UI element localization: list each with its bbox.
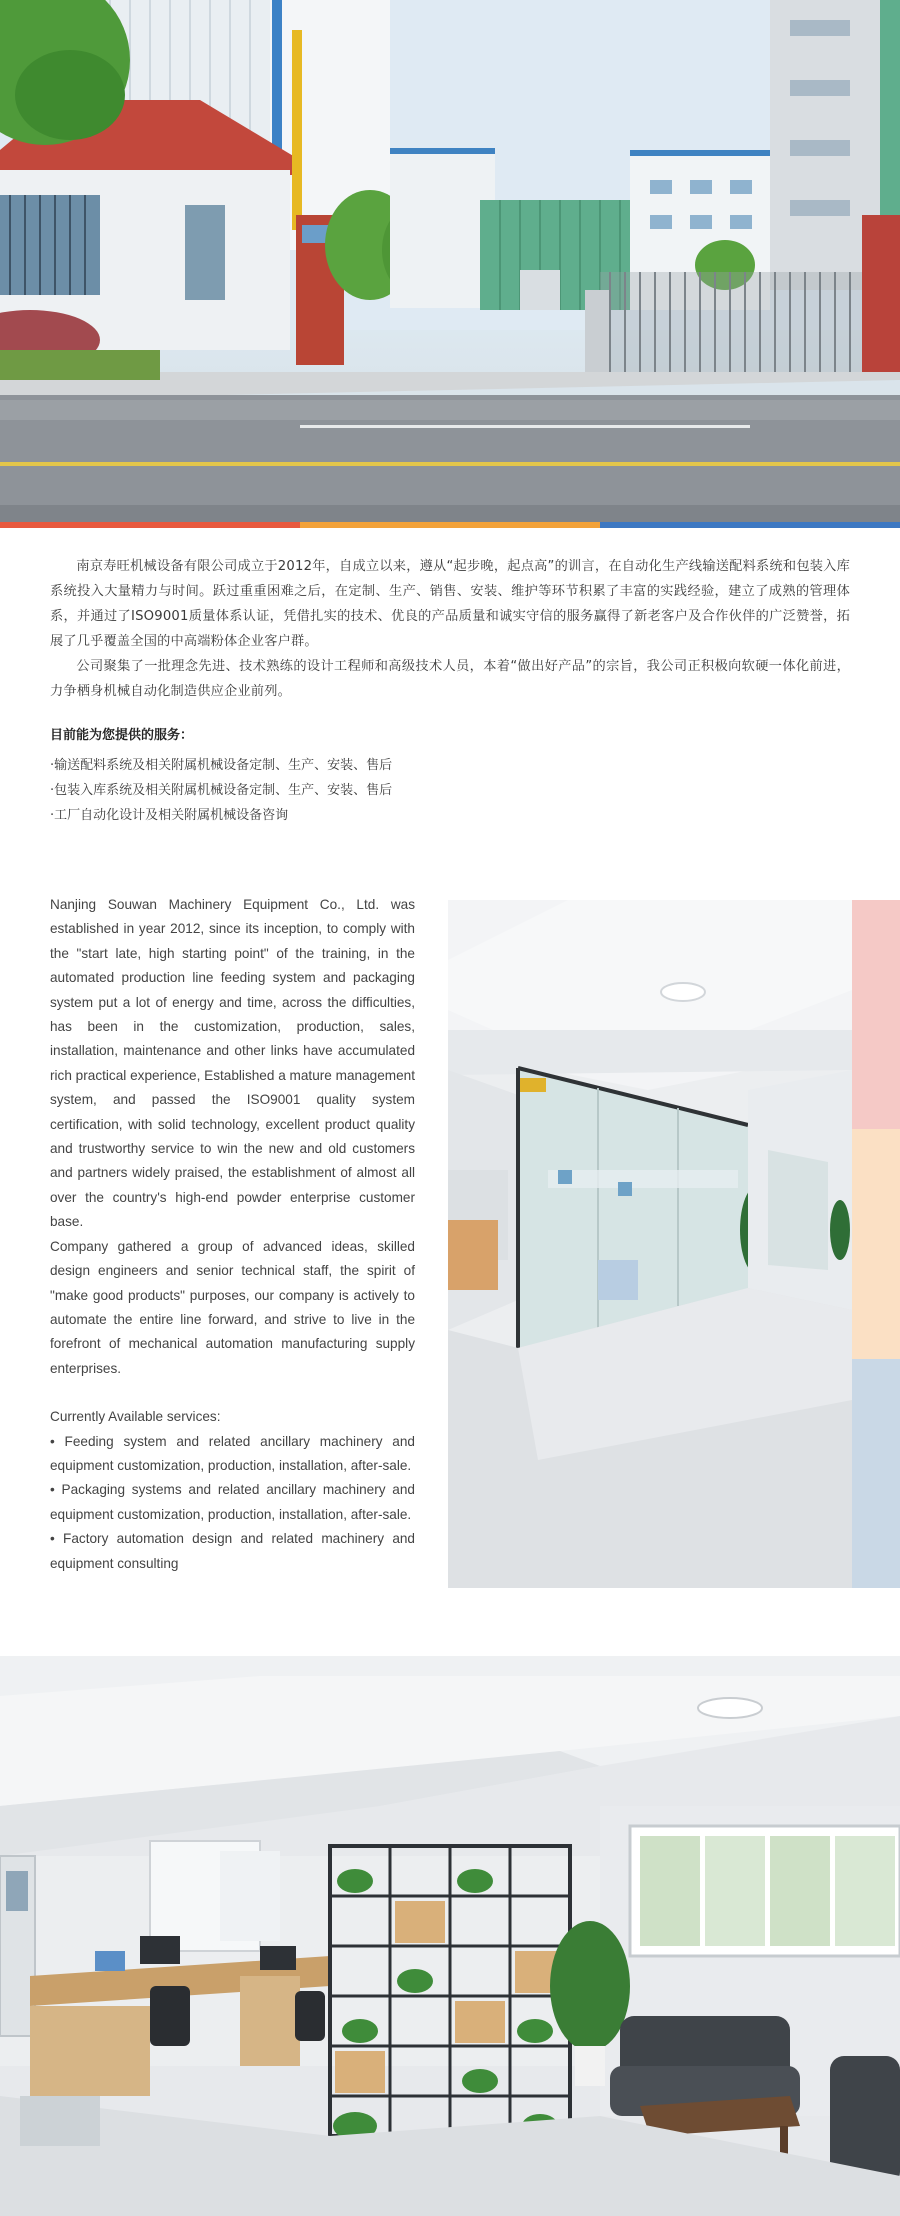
side-color-stripes (852, 900, 900, 1588)
tri-color-divider (0, 522, 900, 528)
stripe-peach (852, 1129, 900, 1358)
chinese-services (50, 724, 610, 828)
divider-red-segment (0, 522, 300, 528)
chinese-services-title: 目前能为您提供的服务： (50, 728, 194, 743)
english-service-item: • Factory automation design and related machinery and equipment consulting (50, 1531, 415, 1571)
office-lobby-illustration (448, 900, 852, 1588)
office-lobby-photo (448, 900, 852, 1588)
english-intro-paragraph: Nanjing Souwan Machinery Equipment Co., Ltd. was established in year 2012, since its inception, to comply with the "start late, high starting point" of the training, in the automated production line feeding system and packaging system put a lot of energy and time, across the difficulties, has been in the customization, production, sales, installation, maintenance and other links have accumulated rich practical experience, Established a mature management system, and passed the ISO9001 quality system certification, with solid technology, excellent product quality and trustworthy service to win the new and old customers and partners widely praised, the establishment of almost all over the country's high-end powder enterprise customer base. (50, 897, 415, 1230)
english-intro-paragraph: Company gathered a group of advanced ideas, skilled design engineers and senior technical staff, the spirit of "make good products" purposes, our company is actively to automate the entire line forward, and strive to live in the forefront of mechanical automation manufacturing supply enterprises. (50, 1238, 415, 1376)
chinese-service-item: ·输送配料系统及相关附属机械设备定制、生产、安装、售后 (50, 758, 393, 773)
chinese-intro (50, 554, 850, 704)
chinese-intro-paragraph: 南京寿旺机械设备有限公司成立于2012年，自成立以来，遵从“起步晚，起点高”的训言，在自动化生产线输送配料系统和包装入库系统投入大量精力与时间。跃过重重困难之后，在定制、生产、销售、安装、维护等环节积累了丰富的实践经验，建立了成熟的管理体系，并通过了ISO9001质量体系认证，凭借扎实的技术、优良的产品质量和诚实守信的服务赢得了新老客户及合作伙伴的广泛赞誉，拓展了几乎覆盖全国的中高端粉体企业客户群。 (50, 559, 850, 649)
english-intro (50, 893, 415, 1576)
divider-orange-segment (300, 522, 600, 528)
chinese-service-item: ·包装入库系统及相关附属机械设备定制、生产、安装、售后 (50, 783, 393, 798)
divider-blue-segment (600, 522, 900, 528)
english-service-item: • Feeding system and related ancillary machinery and equipment customization, production, installation, after-sale. (50, 1433, 415, 1473)
chinese-service-item: ·工厂自动化设计及相关附属机械设备咨询 (50, 808, 289, 823)
spacer (50, 1381, 415, 1405)
english-service-item: • Packaging systems and related ancillary machinery and equipment customization, production, installation, after-sale. (50, 1482, 415, 1522)
office-interior-photo (0, 1656, 900, 2216)
factory-gate-photo (0, 0, 900, 522)
stripe-pink (852, 900, 900, 1129)
chinese-intro-paragraph: 公司聚集了一批理念先进、技术熟练的设计工程师和高级技术人员，本着“做出好产品”的宗旨，我公司正积极向软硬一体化前进，力争栖身机械自动化制造供应企业前列。 (50, 659, 850, 699)
office-interior-illustration (0, 1656, 900, 2216)
stripe-light-blue (852, 1359, 900, 1588)
factory-gate-illustration (0, 0, 900, 522)
english-services-title: Currently Available services: (50, 1409, 221, 1425)
